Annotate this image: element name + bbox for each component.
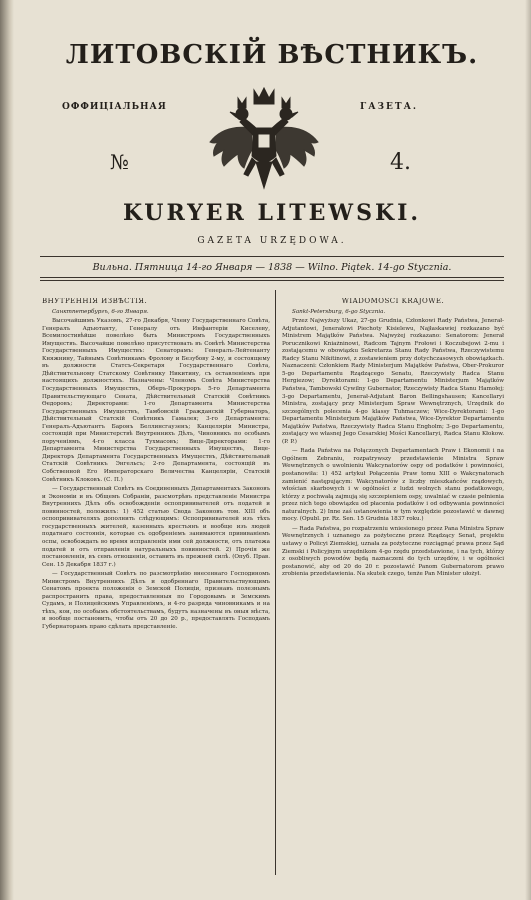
masthead-title-polish: KURYER LITEWSKI. bbox=[122, 200, 422, 226]
left-article-paragraph: — Государственный Совѣтъ по разсмотрѣнію внесеннаго Господиномъ Министромъ Внутреннихъ Дѣлъ и одобреннаго Правительствующимъ Сенатомъ проекта положенія о Земской Полиціи, признавъ полезнымъ распространить права, предоставленныя по Городовымъ и Земскимъ Судамъ, и Полицейскимъ Управленіямъ, и 4-го разряда чиновникамъ и на тѣхъ, кои, по особымъ обстоятельствамъ, будутъ назначены въ оныя мѣста, и вообще постановить, чтобы отъ 20 до 20 р., предоставлять Господамъ Губернаторамъ право сдѣлать представленіе. bbox=[42, 571, 270, 630]
dateline: Вильна. Пятница 14-го Января — 1838 — Wilno. Piątek. 14-go Stycznia. bbox=[92, 262, 452, 273]
masthead-subtitle-right: ГАЗЕТА. bbox=[360, 102, 419, 112]
left-article-paragraph: — Государственный Совѣтъ въ Соединенныхъ Департаментахъ Законовъ и Экономіи и въ Общемъ Собраніи, разсмотрѣвъ представленіе Министра Внутреннихъ Дѣлъ объ освобожденіи оспопрививателей отъ податей и повинностей, положилъ: 1) 452 статью Свода Законовъ том. XIII объ оспопрививателяхъ дополнить слѣдующимъ: Оспопрививателей изъ тѣхъ государственныхъ жителей, казенныхъ крестьянъ и вообще изъ людей податнаго состоянія, которые съ одобреніемъ занимаются прививаніемъ оспы, освобождать во время исправленія ими сей должности, отъ платежа податей и отъ отправленія натуральныхъ повинностей. 2) Прочія же постановленія, въ семъ отношеніи, оставить въ прежней силѣ. (Опуб. Прав. Сен. 15 Декабря 1837 г.) bbox=[42, 486, 270, 568]
right-article-paragraph: — Rada Państwa na Połączonych Departamentach Praw i Ekonomii i na Ogólnem Zebraniu, rozpatrywszy przedstawienie Ministra Spraw Wewnętrznych o uwolnieniu Wakcynatorów ospy od podatków i powinności, postanowiła: 1) 452 artykuł Połączenia Praw tomu XIII o Wakcynatorach zamienić następującym: Wakcynatorów z liczby mieszkańców rządowych, włościan skarbowych i w ogólności z ludzi wolnych stanu podatkowego, którzy z pochwałą zajmują się szczepieniem ospy, uwalniać w czasie pełnienia przez nich tego obowiązku od płacenia podatków i od odbywania powinności naturalnych. 2) Inne zaś ustanowienia w tym względzie pozostawić w dawnej mocy. (Opubl. pr. Rz. Sen. 15 Grudnia 1837 roku.) bbox=[282, 448, 504, 523]
left-article-paragraph: Высочайшимъ Указомъ, 27-го Декабря, Члену Государственнаго Совѣта, Генералъ Адъютанту, Генералу отъ Инфантеріи Киселеву, Всемилостивѣйше повелѣно быть Министромъ Государственныхъ Имуществъ. Высочайше повелѣно присутствовать въ Совѣтѣ Министерства Государственныхъ Имуществъ: Сенаторамъ: Генералъ-Лейтенанту Княжнину, Тайнымъ Совѣтникамъ Фролову и Безубову 2-му, и состоящему въ должности Статсъ-Секретаря Государственнаго Совѣта, Дѣйствительному Статскому Совѣтнику Никитину, съ оставленіемъ при настоящихъ должностяхъ. Назначены: Членомъ Совѣта Министерства Государственныхъ Имуществъ, Оберъ-Прокуроръ 5-го Департамента Правительствующаго Сената, Дѣйствительный Статскій Совѣтникъ Ѳедоровъ; Директорами: 1-го Департамента Министерства Государственныхъ Имуществъ, Тамбовскій Гражданскій Губернаторъ, Дѣйствительный Статскій Совѣтникъ Гамалея; 3-го Департамента: Генералъ-Адъютантъ Баронъ Беллинсгаузенъ; Канцеляріи Министра, состоящій при Министерствѣ Внутреннихъ Дѣлъ, Чиновникъ по особымъ порученіямъ, 4-го класса Тухмасовъ; Вице-Директорами: 1-го Департамента Министерства Государственныхъ Имуществъ, Вице-Директоръ Департамента Государственныхъ Имуществъ, Дѣйствительный Статскій Совѣтникъ Энгельсъ; 2-го Департамента, состоящій въ Собственной Его Императорскаго Величества Канцеляріи, Статскій Совѣтникъ Клоковъ. (С. П.) bbox=[42, 318, 270, 483]
dateline-rule-top bbox=[40, 256, 504, 257]
right-column-polish bbox=[282, 298, 504, 878]
double-headed-eagle-icon bbox=[204, 84, 324, 196]
right-article-dateline: Sankt-Petersburg, 6-go Stycznia. bbox=[292, 308, 386, 315]
left-column-russian bbox=[42, 298, 270, 878]
masthead-subtitle-polish: GAZETA URZĘDOWA. bbox=[197, 236, 347, 246]
left-article-dateline: Санктпетербургъ, 6-го Января. bbox=[52, 308, 149, 315]
column-divider bbox=[275, 290, 276, 875]
page-edge bbox=[525, 0, 531, 900]
masthead-title-russian: ЛИТОВСКІЙ ВѢСТНИКЪ. bbox=[65, 40, 479, 70]
dateline-rule-bottom-2 bbox=[40, 280, 504, 281]
left-column-heading: ВНУТРЕННІЯ ИЗВѢСТІЯ. bbox=[42, 298, 148, 305]
issue-number-value: 4. bbox=[390, 150, 411, 175]
book-spine bbox=[0, 0, 14, 900]
masthead-subtitle-left: ОФФИЦІАЛЬНАЯ bbox=[62, 102, 167, 112]
dateline-rule-bottom bbox=[40, 277, 504, 278]
right-article-paragraph: — Rada Państwa, po rozpatrzeniu wniesionego przez Pana Ministra Spraw Wewnętrznych i uznanego za pożyteczne przez Rządzący Senat, projektu ustawy o Policyi Ziemskiej, uznała za pożyteczne rozciągnąć prawa przez Sąd Ziemski i Policyjnym urzędnikom 4-go rzędu przedstawione, i na tych, którzy z osobliwych powodów będą naznaczeni do tych urzędów, i w ogólności postanowić, aby od 20 do 20 r. pozostawić Panom Gubernatorom prawo zrobienia przedstawienia. Na skutek czego, tenże Pan Minister ułożył. bbox=[282, 525, 504, 578]
right-article-paragraph: Przez Najwyższy Ukaz, 27-go Grudnia, Członkowi Rady Państwa, Jenerał-Adjutantowi, Jenerałowi Piechoty Kisielewu, Najłaskawiej rozkazano być Ministrem Majątków Państwa. Najwyżej rozkazano: Senatorom: Jenerał Porucznikowi Kniażninowi, Radcom Tajnym Frołowi i Koczubejowi 2-mu i zostającemu w obowiązku Sekretarza Stanu Rady Państwa, Rzeczywistemu Radcy Stanu Nikitinowi, z zostawieniem przy dotychczasowych obowiązkach. Naznaczeni: Członkiem Rady Ministerjum Majątków Państwa, Ober-Prokuror 5-go Departamentu Rządzącego Senatu, Rzeczywisty Radca Stanu Hergiezow; Dyrektorami: 1-go Departamentu Ministerjum Majątków Państwa, Tambowski Cywilny Gubernator, Rzeczywisty Radca Stanu Hamołej; 3-go Departamentu, Jenerał-Adjutant Baron Bellingshausen; Kancellaryi Ministra, zostający przy Ministerjum Spraw Wewnętrznych, Urzędnik do szczególnych polecenia 4-go klassy Tuhmaczew; Wice-Dyrektorami: 1-go Departamentu Ministerjum Majątków Państwa, Wice-Dyrektor Departamentu Majątków Państwa, Rzeczywisty Radca Stanu Engholm; 3-go Departamentu, zostający we własnej Jego Cesarskiej Mości Kancellaryi, Radca Stanu Kłokow. (P. P.) bbox=[282, 318, 504, 445]
right-column-heading: WIADOMOŚCI KRAJOWE. bbox=[341, 298, 445, 305]
issue-number-label: № bbox=[110, 150, 129, 174]
